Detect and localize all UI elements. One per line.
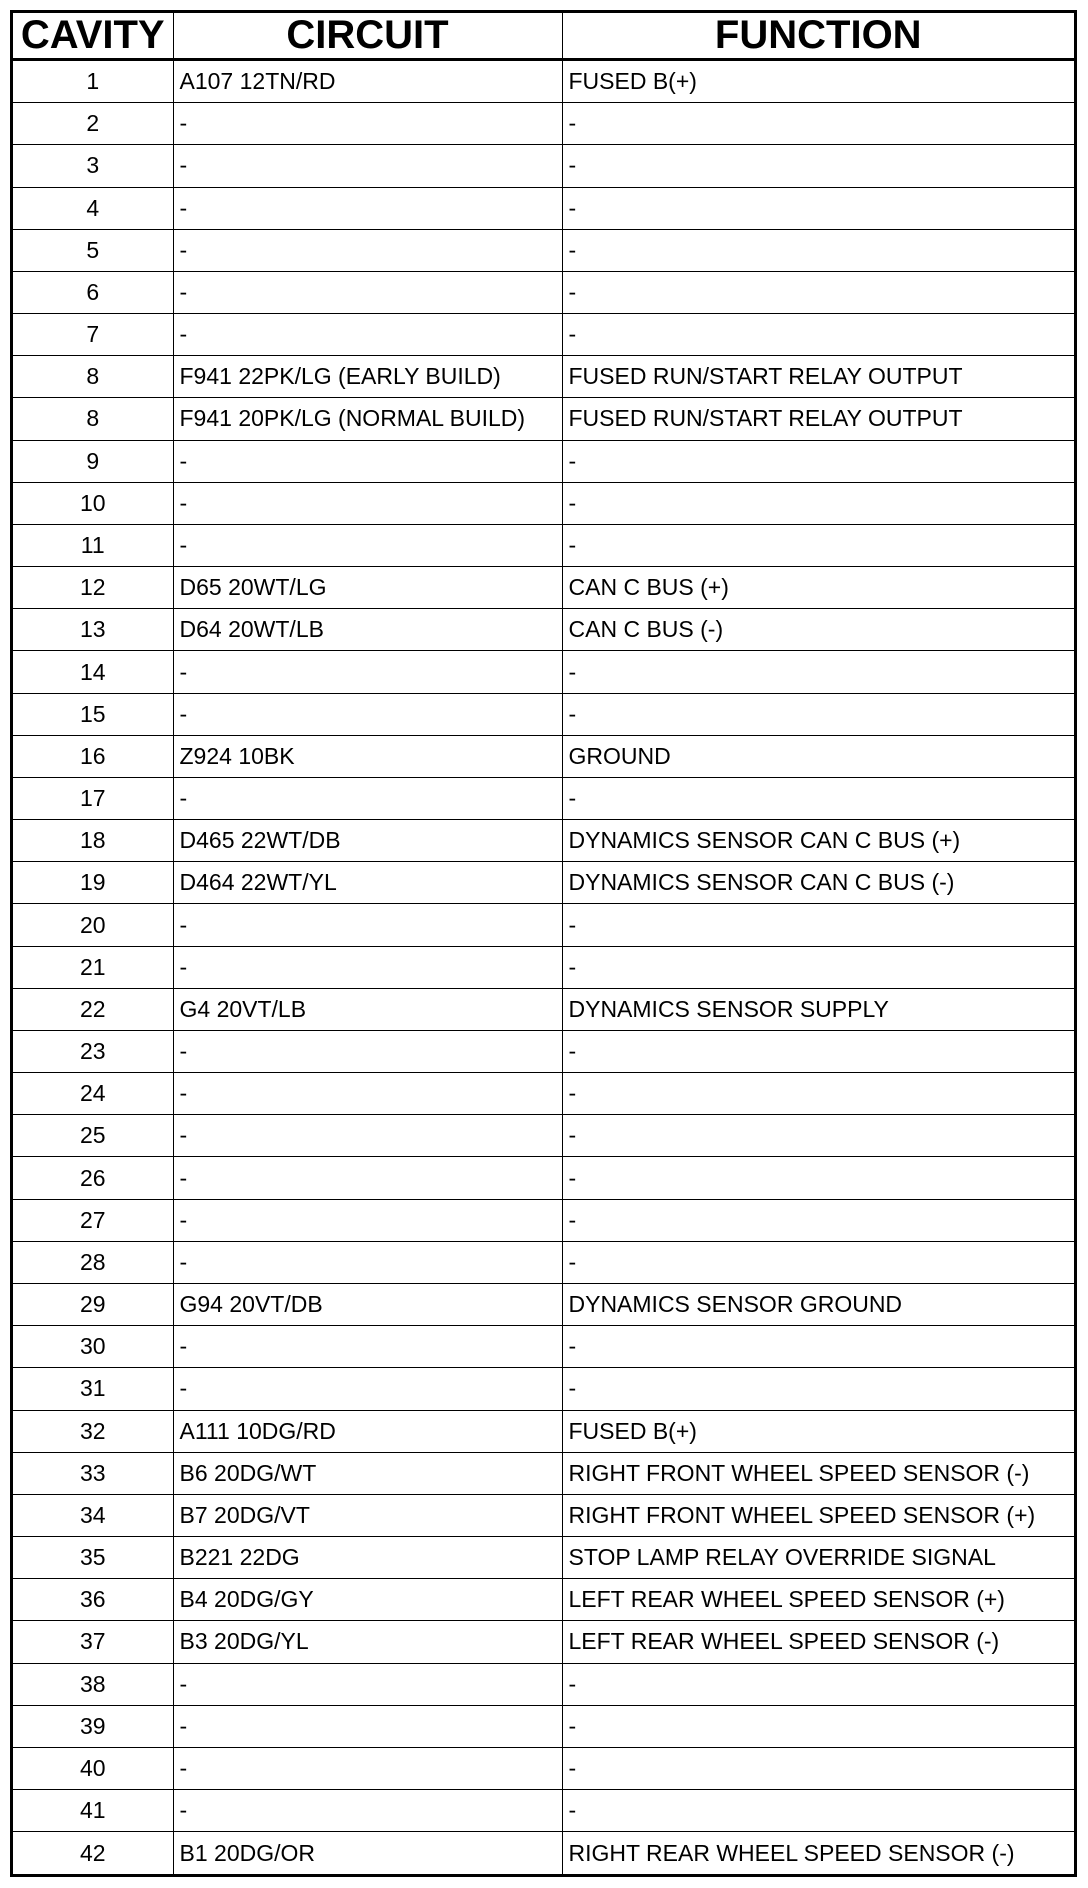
- function-cell: -: [562, 145, 1074, 187]
- function-cell: -: [562, 440, 1074, 482]
- cavity-cell: 26: [13, 1157, 173, 1199]
- cavity-cell: 3: [13, 145, 173, 187]
- cavity-cell: 10: [13, 482, 173, 524]
- function-cell: DYNAMICS SENSOR CAN C BUS (-): [562, 862, 1074, 904]
- table-row: [13, 1452, 1074, 1494]
- connector-pinout-table-frame: [10, 10, 1077, 1877]
- table-row: [13, 1832, 1074, 1874]
- table-row: [13, 1284, 1074, 1326]
- cavity-cell: 9: [13, 440, 173, 482]
- table-row: [13, 229, 1074, 271]
- cavity-cell: 13: [13, 609, 173, 651]
- function-cell: CAN C BUS (+): [562, 567, 1074, 609]
- function-cell: -: [562, 1747, 1074, 1789]
- circuit-cell: D464 22WT/YL: [173, 862, 562, 904]
- circuit-cell: -: [173, 946, 562, 988]
- circuit-cell: B6 20DG/WT: [173, 1452, 562, 1494]
- table-row: [13, 1241, 1074, 1283]
- function-cell: -: [562, 1705, 1074, 1747]
- circuit-cell: B4 20DG/GY: [173, 1579, 562, 1621]
- cavity-cell: 4: [13, 187, 173, 229]
- circuit-cell: -: [173, 103, 562, 145]
- cavity-cell: 8: [13, 356, 173, 398]
- table-row: [13, 314, 1074, 356]
- table-row: [13, 1705, 1074, 1747]
- table-row: [13, 1663, 1074, 1705]
- cavity-cell: 20: [13, 904, 173, 946]
- function-cell: FUSED B(+): [562, 60, 1074, 103]
- function-cell: -: [562, 482, 1074, 524]
- circuit-cell: -: [173, 1747, 562, 1789]
- circuit-cell: -: [173, 1368, 562, 1410]
- function-cell: -: [562, 1157, 1074, 1199]
- function-cell: FUSED RUN/START RELAY OUTPUT: [562, 356, 1074, 398]
- table-row: [13, 777, 1074, 819]
- function-cell: -: [562, 1663, 1074, 1705]
- circuit-cell: A111 10DG/RD: [173, 1410, 562, 1452]
- table-row: [13, 1368, 1074, 1410]
- cavity-cell: 32: [13, 1410, 173, 1452]
- cavity-cell: 15: [13, 693, 173, 735]
- table-row: [13, 1073, 1074, 1115]
- cavity-cell: 24: [13, 1073, 173, 1115]
- function-cell: RIGHT FRONT WHEEL SPEED SENSOR (+): [562, 1494, 1074, 1536]
- table-row: [13, 356, 1074, 398]
- cavity-cell: 35: [13, 1537, 173, 1579]
- cavity-cell: 36: [13, 1579, 173, 1621]
- cavity-cell: 21: [13, 946, 173, 988]
- table-row: [13, 1537, 1074, 1579]
- function-cell: -: [562, 904, 1074, 946]
- cavity-cell: 7: [13, 314, 173, 356]
- cavity-cell: 39: [13, 1705, 173, 1747]
- cavity-cell: 42: [13, 1832, 173, 1874]
- function-cell: DYNAMICS SENSOR GROUND: [562, 1284, 1074, 1326]
- table-row: [13, 1579, 1074, 1621]
- circuit-cell: G94 20VT/DB: [173, 1284, 562, 1326]
- table-row: [13, 271, 1074, 313]
- table-row: [13, 904, 1074, 946]
- table-row: [13, 524, 1074, 566]
- circuit-cell: D65 20WT/LG: [173, 567, 562, 609]
- table-row: [13, 735, 1074, 777]
- table-row: [13, 1790, 1074, 1832]
- cavity-cell: 29: [13, 1284, 173, 1326]
- cavity-cell: 2: [13, 103, 173, 145]
- circuit-cell: -: [173, 1705, 562, 1747]
- cavity-cell: 23: [13, 1030, 173, 1072]
- circuit-cell: B7 20DG/VT: [173, 1494, 562, 1536]
- cavity-cell: 17: [13, 777, 173, 819]
- table-row: [13, 187, 1074, 229]
- function-cell: -: [562, 103, 1074, 145]
- table-row: [13, 1410, 1074, 1452]
- table-row: [13, 145, 1074, 187]
- function-cell: DYNAMICS SENSOR CAN C BUS (+): [562, 820, 1074, 862]
- circuit-cell: -: [173, 229, 562, 271]
- table-row: [13, 567, 1074, 609]
- cavity-cell: 31: [13, 1368, 173, 1410]
- cavity-cell: 41: [13, 1790, 173, 1832]
- table-row: [13, 1115, 1074, 1157]
- circuit-cell: -: [173, 1326, 562, 1368]
- function-cell: -: [562, 1368, 1074, 1410]
- table-row: [13, 820, 1074, 862]
- cavity-cell: 30: [13, 1326, 173, 1368]
- circuit-cell: G4 20VT/LB: [173, 988, 562, 1030]
- cavity-cell: 16: [13, 735, 173, 777]
- circuit-cell: -: [173, 693, 562, 735]
- circuit-cell: -: [173, 1199, 562, 1241]
- table-row: [13, 862, 1074, 904]
- circuit-cell: Z924 10BK: [173, 735, 562, 777]
- cavity-column-header: CAVITY: [13, 13, 173, 60]
- circuit-cell: B1 20DG/OR: [173, 1832, 562, 1874]
- circuit-cell: -: [173, 187, 562, 229]
- circuit-cell: A107 12TN/RD: [173, 60, 562, 103]
- table-row: [13, 103, 1074, 145]
- circuit-cell: -: [173, 1790, 562, 1832]
- function-cell: GROUND: [562, 735, 1074, 777]
- circuit-cell: -: [173, 145, 562, 187]
- circuit-cell: -: [173, 777, 562, 819]
- function-cell: -: [562, 1326, 1074, 1368]
- function-cell: -: [562, 524, 1074, 566]
- cavity-cell: 33: [13, 1452, 173, 1494]
- function-cell: -: [562, 1790, 1074, 1832]
- table-row: [13, 609, 1074, 651]
- cavity-cell: 38: [13, 1663, 173, 1705]
- table-row: [13, 1199, 1074, 1241]
- table-row: [13, 1030, 1074, 1072]
- function-cell: -: [562, 946, 1074, 988]
- circuit-cell: F941 20PK/LG (NORMAL BUILD): [173, 398, 562, 440]
- table-row: [13, 1747, 1074, 1789]
- cavity-cell: 12: [13, 567, 173, 609]
- circuit-cell: -: [173, 651, 562, 693]
- cavity-cell: 1: [13, 60, 173, 103]
- table-row: [13, 946, 1074, 988]
- table-row: [13, 1326, 1074, 1368]
- circuit-cell: -: [173, 1663, 562, 1705]
- function-cell: RIGHT REAR WHEEL SPEED SENSOR (-): [562, 1832, 1074, 1874]
- function-cell: LEFT REAR WHEEL SPEED SENSOR (+): [562, 1579, 1074, 1621]
- circuit-column-header: CIRCUIT: [173, 13, 562, 60]
- cavity-cell: 8: [13, 398, 173, 440]
- cavity-cell: 37: [13, 1621, 173, 1663]
- cavity-cell: 14: [13, 651, 173, 693]
- cavity-cell: 40: [13, 1747, 173, 1789]
- function-cell: -: [562, 229, 1074, 271]
- table-row: [13, 60, 1074, 103]
- circuit-cell: F941 22PK/LG (EARLY BUILD): [173, 356, 562, 398]
- table-row: [13, 398, 1074, 440]
- table-row: [13, 988, 1074, 1030]
- table-row: [13, 651, 1074, 693]
- function-cell: RIGHT FRONT WHEEL SPEED SENSOR (-): [562, 1452, 1074, 1494]
- table-row: [13, 440, 1074, 482]
- table-row: [13, 1621, 1074, 1663]
- function-cell: -: [562, 187, 1074, 229]
- function-cell: -: [562, 1030, 1074, 1072]
- cavity-cell: 28: [13, 1241, 173, 1283]
- cavity-cell: 18: [13, 820, 173, 862]
- cavity-cell: 34: [13, 1494, 173, 1536]
- function-cell: CAN C BUS (-): [562, 609, 1074, 651]
- circuit-cell: B221 22DG: [173, 1537, 562, 1579]
- function-cell: STOP LAMP RELAY OVERRIDE SIGNAL: [562, 1537, 1074, 1579]
- circuit-cell: -: [173, 904, 562, 946]
- connector-pinout-table: [13, 13, 1074, 1874]
- circuit-cell: -: [173, 1073, 562, 1115]
- circuit-cell: D64 20WT/LB: [173, 609, 562, 651]
- function-cell: -: [562, 1199, 1074, 1241]
- cavity-cell: 6: [13, 271, 173, 313]
- table-row: [13, 482, 1074, 524]
- table-row: [13, 1494, 1074, 1536]
- circuit-cell: -: [173, 1157, 562, 1199]
- cavity-cell: 5: [13, 229, 173, 271]
- function-cell: FUSED RUN/START RELAY OUTPUT: [562, 398, 1074, 440]
- table-header-row: [13, 13, 1074, 60]
- function-cell: DYNAMICS SENSOR SUPPLY: [562, 988, 1074, 1030]
- circuit-cell: -: [173, 482, 562, 524]
- cavity-cell: 11: [13, 524, 173, 566]
- function-cell: -: [562, 1115, 1074, 1157]
- circuit-cell: -: [173, 314, 562, 356]
- function-cell: -: [562, 1073, 1074, 1115]
- table-row: [13, 693, 1074, 735]
- circuit-cell: -: [173, 1030, 562, 1072]
- table-row: [13, 1157, 1074, 1199]
- circuit-cell: -: [173, 440, 562, 482]
- circuit-cell: -: [173, 1241, 562, 1283]
- circuit-cell: B3 20DG/YL: [173, 1621, 562, 1663]
- circuit-cell: -: [173, 524, 562, 566]
- function-cell: -: [562, 271, 1074, 313]
- circuit-cell: -: [173, 271, 562, 313]
- function-cell: -: [562, 314, 1074, 356]
- function-cell: -: [562, 693, 1074, 735]
- circuit-cell: D465 22WT/DB: [173, 820, 562, 862]
- cavity-cell: 27: [13, 1199, 173, 1241]
- function-cell: -: [562, 777, 1074, 819]
- function-cell: LEFT REAR WHEEL SPEED SENSOR (-): [562, 1621, 1074, 1663]
- cavity-cell: 19: [13, 862, 173, 904]
- cavity-cell: 25: [13, 1115, 173, 1157]
- function-cell: FUSED B(+): [562, 1410, 1074, 1452]
- cavity-cell: 22: [13, 988, 173, 1030]
- function-cell: -: [562, 651, 1074, 693]
- circuit-cell: -: [173, 1115, 562, 1157]
- function-column-header: FUNCTION: [562, 13, 1074, 60]
- function-cell: -: [562, 1241, 1074, 1283]
